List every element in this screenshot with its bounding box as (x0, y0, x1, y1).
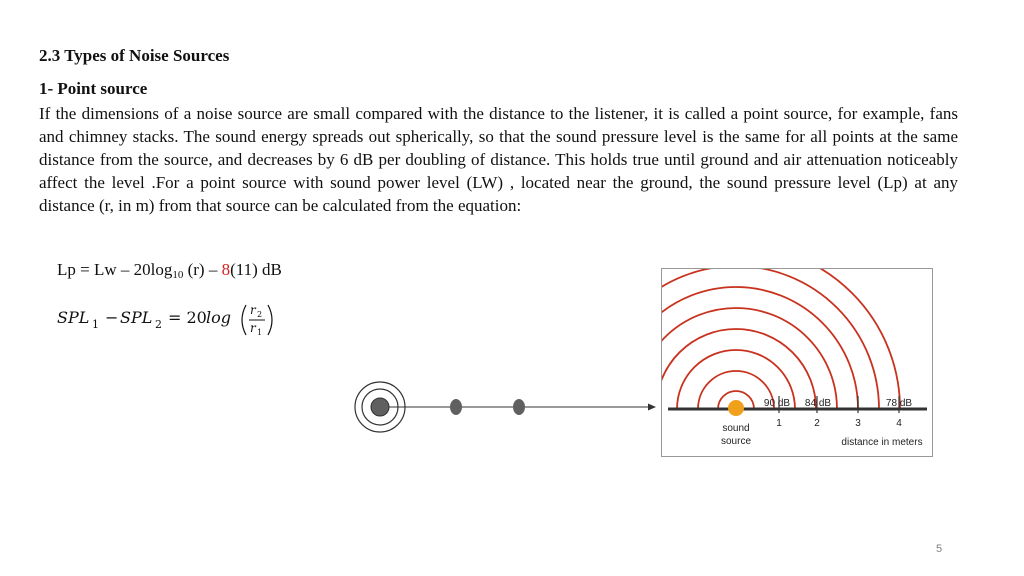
db-label-84: 84 dB (804, 398, 832, 409)
diagram-frame (662, 269, 933, 457)
eq2-num-r: r (250, 303, 256, 317)
receiver-dot-1 (450, 399, 462, 415)
tick-label-2: 2 (814, 418, 820, 429)
eq2-den-sub: 1 (257, 328, 263, 337)
sound-source-icon (728, 400, 744, 416)
eq2-log: log (206, 308, 231, 327)
eq2-spl2: SPL (120, 308, 153, 327)
eq1-red-number: 8 (221, 260, 231, 279)
eq2-minus: − (105, 308, 119, 327)
eq2-eq: = 20 (168, 308, 207, 327)
arrow-head-icon (648, 404, 656, 411)
db-label-78: 78 dB (885, 398, 913, 409)
spl-difference-equation (57, 303, 272, 337)
body-paragraph: If the dimensions of a noise source are small compared with the distance to the listener, it is called a point source, for example, fans and chimney stacks. The sound energy spreads out spherically, so that the sound pressure level is the same for all points at the same distance from the source, and decreases by 6 dB per doubling of distance. This holds true until ground and air attenuation noticeably affect the level .For a point source with sound power level (LW) , located near the ground, the sound pressure level (Lp) at any distance (r, in m) from that source can be calculated from the equation: (39, 104, 958, 215)
eq2-spl1: SPL (57, 308, 90, 327)
eq2-right-paren (268, 305, 272, 335)
eq1-lhs: Lp = Lw – 20log (57, 260, 173, 279)
eq1-rhs: (11) dB (230, 260, 282, 279)
eq2-sub1: 1 (92, 318, 99, 331)
tick-label-1: 1 (776, 418, 782, 429)
eq2-den-r: r (250, 321, 256, 335)
eq1-mid: (r) – (183, 260, 222, 279)
eq1-subscript: 10 (172, 269, 184, 281)
eq2-left-paren (242, 305, 246, 335)
sound-wave-diagram (572, 245, 933, 457)
page-number: 5 (936, 543, 943, 555)
receiver-dot-2 (513, 399, 525, 415)
source-label-line1: sound (722, 423, 750, 434)
source-dot (371, 398, 389, 416)
eq2-num-sub: 2 (257, 310, 263, 319)
db-label-90: 90 dB (763, 398, 791, 409)
source-label-line2: source (720, 436, 752, 447)
subsection-title: 1- Point source (39, 79, 148, 98)
tick-label-3: 3 (855, 418, 861, 429)
tick-label-4: 4 (896, 418, 902, 429)
point-source-illustration (355, 382, 656, 432)
distance-axis-label: distance in meters (841, 437, 923, 448)
eq2-sub2: 2 (155, 318, 162, 331)
section-title: 2.3 Types of Noise Sources (39, 46, 230, 65)
